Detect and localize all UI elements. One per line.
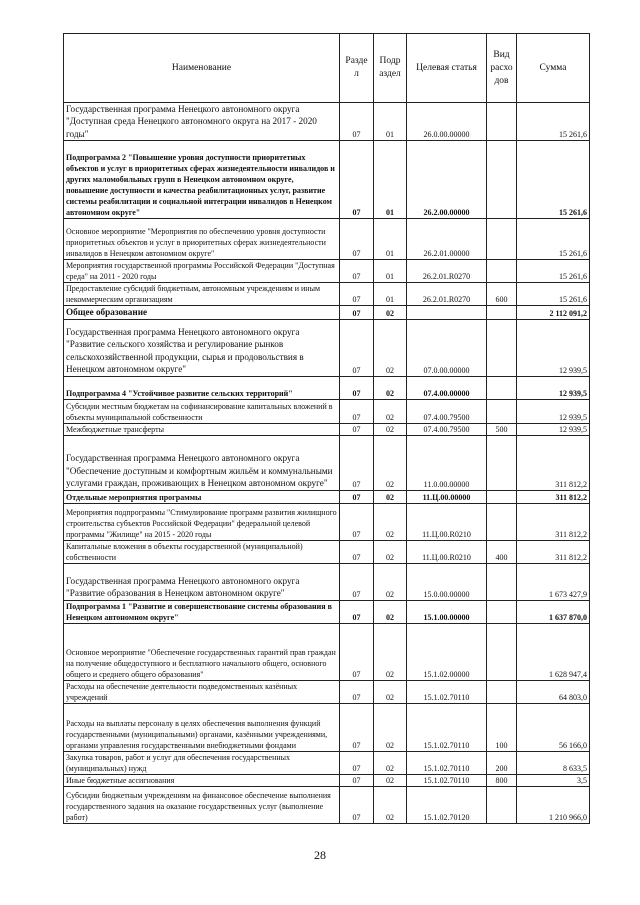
page-number: 28	[314, 848, 326, 862]
row-target-article: 15.1.02.70110	[407, 703, 487, 751]
header-expense-type: Вид расхо дов	[487, 34, 517, 103]
row-sum: 311 812,2	[517, 503, 590, 540]
row-target-article: 15.1.02.70110	[407, 751, 487, 774]
row-expense-type: 200	[487, 751, 517, 774]
row-expense-type	[487, 435, 517, 490]
header-name: Наименование	[64, 34, 340, 103]
table-row	[64, 319, 590, 376]
row-sum: 1 637 870,0	[517, 600, 590, 623]
table-row	[64, 283, 590, 306]
table-row	[64, 435, 590, 490]
row-expense-type: 100	[487, 703, 517, 751]
row-razdel: 07	[340, 376, 374, 399]
row-expense-type: 400	[487, 540, 517, 563]
row-name: Иные бюджетные ассигнования	[64, 774, 340, 786]
row-expense-type	[487, 680, 517, 703]
row-expense-type	[487, 141, 517, 219]
row-razdel: 07	[340, 680, 374, 703]
row-name: Государственная программа Ненецкого автономного округа "Обеспечение доступным и комфортным жильём и коммунальными услугами граждан, проживающих в Ненецком автономном округе"	[64, 435, 340, 490]
table-row	[64, 600, 590, 623]
row-expense-type	[487, 260, 517, 283]
row-name: Отдельные мероприятия программы	[64, 490, 340, 503]
table-row	[64, 219, 590, 260]
row-name: Основное мероприятие "Мероприятия по обеспечению уровня доступности приоритетных объектов и услуг в приоритетных сферах жизнедеятельности инвалидов в Ненецком автономном округе"	[64, 219, 340, 260]
row-name: Государственная программа Ненецкого автономного округа "Развитие образования в Ненецком автономном округе"	[64, 563, 340, 600]
table-body	[64, 103, 590, 824]
table-row	[64, 503, 590, 540]
row-target-article: 15.1.02.70110	[407, 774, 487, 786]
header-podrazdel: Подр аздел	[374, 34, 407, 103]
row-sum: 15 261,6	[517, 260, 590, 283]
row-sum: 2 112 091,2	[517, 306, 590, 319]
row-podrazdel: 02	[374, 490, 407, 503]
row-name: Государственная программа Ненецкого автономного округа "Доступная среда Ненецкого автономного округа на 2017 - 2020 годы"	[64, 103, 340, 141]
row-target-article: 15.1.02.70120	[407, 786, 487, 823]
row-podrazdel: 02	[374, 503, 407, 540]
table-row	[64, 141, 590, 219]
row-target-article	[407, 306, 487, 319]
row-target-article: 26.0.00.00000	[407, 103, 487, 141]
row-expense-type	[487, 623, 517, 680]
table-row	[64, 540, 590, 563]
row-sum: 12 939,5	[517, 376, 590, 399]
row-sum: 311 812,2	[517, 490, 590, 503]
row-sum: 3,5	[517, 774, 590, 786]
row-podrazdel: 02	[374, 563, 407, 600]
row-podrazdel: 02	[374, 399, 407, 423]
row-target-article: 26.2.01.R0270	[407, 283, 487, 306]
table-row	[64, 563, 590, 600]
row-name: Подпрограмма 4 "Устойчивое развитие сельских территорий"	[64, 376, 340, 399]
row-expense-type	[487, 103, 517, 141]
row-podrazdel: 02	[374, 680, 407, 703]
table-row	[64, 703, 590, 751]
table-row	[64, 751, 590, 774]
row-razdel: 07	[340, 786, 374, 823]
row-name: Капитальные вложения в объекты государственной (муниципальной) собственности	[64, 540, 340, 563]
row-razdel: 07	[340, 306, 374, 319]
row-razdel: 07	[340, 435, 374, 490]
row-razdel: 07	[340, 490, 374, 503]
row-sum: 1 210 966,0	[517, 786, 590, 823]
row-podrazdel: 01	[374, 283, 407, 306]
row-target-article: 15.1.02.00000	[407, 623, 487, 680]
row-name: Расходы на обеспечение деятельности подведомственных казённых учреждений	[64, 680, 340, 703]
row-expense-type	[487, 786, 517, 823]
table-row	[64, 260, 590, 283]
row-podrazdel: 02	[374, 435, 407, 490]
row-expense-type: 500	[487, 423, 517, 435]
row-sum: 311 812,2	[517, 540, 590, 563]
row-target-article: 26.2.01.R0270	[407, 260, 487, 283]
row-podrazdel: 02	[374, 423, 407, 435]
row-sum: 56 166,0	[517, 703, 590, 751]
row-podrazdel: 02	[374, 319, 407, 376]
row-expense-type	[487, 503, 517, 540]
row-podrazdel: 02	[374, 751, 407, 774]
row-sum: 15 261,6	[517, 103, 590, 141]
row-razdel: 07	[340, 703, 374, 751]
row-sum: 12 939,5	[517, 319, 590, 376]
row-target-article: 11.Ц.00.R0210	[407, 540, 487, 563]
row-sum: 12 939,5	[517, 399, 590, 423]
row-podrazdel: 01	[374, 103, 407, 141]
row-razdel: 07	[340, 141, 374, 219]
table-row	[64, 623, 590, 680]
row-sum: 12 939,5	[517, 423, 590, 435]
header-razdel: Разде л	[340, 34, 374, 103]
row-razdel: 07	[340, 423, 374, 435]
row-podrazdel: 02	[374, 376, 407, 399]
row-podrazdel: 01	[374, 260, 407, 283]
row-target-article: 07.4.00.79500	[407, 423, 487, 435]
row-razdel: 07	[340, 751, 374, 774]
row-target-article: 07.4.00.00000	[407, 376, 487, 399]
row-podrazdel: 02	[374, 703, 407, 751]
row-target-article: 15.0.00.00000	[407, 563, 487, 600]
budget-table-sheet	[63, 33, 589, 824]
row-target-article: 15.1.00.00000	[407, 600, 487, 623]
row-expense-type: 600	[487, 283, 517, 306]
row-name: Государственная программа Ненецкого автономного округа "Развитие сельского хозяйства и регулирование рынков сельскохозяйственной продукции, сырья и продовольствия в Ненецком автономном округе"	[64, 319, 340, 376]
row-razdel: 07	[340, 103, 374, 141]
row-name: Предоставление субсидий бюджетным, автономным учреждениям и иным некоммерческим организациям	[64, 283, 340, 306]
row-razdel: 07	[340, 774, 374, 786]
row-razdel: 07	[340, 563, 374, 600]
row-razdel: 07	[340, 260, 374, 283]
row-target-article: 26.2.01.00000	[407, 219, 487, 260]
row-podrazdel: 02	[374, 774, 407, 786]
row-name: Общее образование	[64, 306, 340, 319]
row-expense-type	[487, 306, 517, 319]
row-podrazdel: 02	[374, 306, 407, 319]
row-sum: 15 261,6	[517, 141, 590, 219]
row-name: Межбюджетные трансферты	[64, 423, 340, 435]
row-sum: 1 673 427,9	[517, 563, 590, 600]
table-row	[64, 376, 590, 399]
row-target-article: 11.Ц.00.R0210	[407, 503, 487, 540]
row-razdel: 07	[340, 540, 374, 563]
row-razdel: 07	[340, 623, 374, 680]
row-podrazdel: 02	[374, 540, 407, 563]
row-name: Основное мероприятие "Обеспечение государственных гарантий прав граждан на получение общедоступного и бесплатного начального общего, основного общего и среднего общего образования"	[64, 623, 340, 680]
row-sum: 311 812,2	[517, 435, 590, 490]
row-razdel: 07	[340, 399, 374, 423]
row-target-article: 07.4.00.79500	[407, 399, 487, 423]
row-name: Субсидии бюджетным учреждениям на финансовое обеспечение выполнения государственного задания на оказание государственных услуг (выполнение работ)	[64, 786, 340, 823]
row-expense-type	[487, 319, 517, 376]
row-razdel: 07	[340, 600, 374, 623]
row-name: Подпрограмма 1 "Развитие и совершенствование системы образования в Ненецком автономном округе"	[64, 600, 340, 623]
row-target-article: 26.2.00.00000	[407, 141, 487, 219]
row-expense-type	[487, 399, 517, 423]
row-name: Подпрограмма 2 "Повышение уровня доступности приоритетных объектов и услуг в приоритетных сферах жизнедеятельности инвалидов и других маломобильных групп в Ненецком автономном округе, повышение доступности и качества реабилитационных услуг, развитие системы реабилитации и социальной интеграции инвалидов в Ненецком автономном округе"	[64, 141, 340, 219]
row-razdel: 07	[340, 503, 374, 540]
row-razdel: 07	[340, 219, 374, 260]
table-row	[64, 680, 590, 703]
row-expense-type	[487, 219, 517, 260]
table-header-row	[64, 34, 590, 103]
table-row	[64, 490, 590, 503]
row-sum: 15 261,6	[517, 219, 590, 260]
row-podrazdel: 02	[374, 786, 407, 823]
row-podrazdel: 02	[374, 623, 407, 680]
table-row	[64, 423, 590, 435]
row-podrazdel: 01	[374, 141, 407, 219]
row-expense-type	[487, 376, 517, 399]
header-sum: Сумма	[517, 34, 590, 103]
table-row	[64, 306, 590, 319]
row-name: Закупка товаров, работ и услуг для обеспечения государственных (муниципальных) нужд	[64, 751, 340, 774]
row-sum: 1 628 947,4	[517, 623, 590, 680]
row-target-article: 15.1.02.70110	[407, 680, 487, 703]
row-sum: 15 261,6	[517, 283, 590, 306]
table-row	[64, 399, 590, 423]
row-target-article: 11.Ц.00.00000	[407, 490, 487, 503]
row-target-article: 07.0.00.00000	[407, 319, 487, 376]
row-name: Расходы на выплаты персоналу в целях обеспечения выполнения функций государственными (муниципальными) органами, казёнными учреждениями, органами управления государственными внебюджетными фондами	[64, 703, 340, 751]
row-expense-type	[487, 600, 517, 623]
row-podrazdel: 01	[374, 219, 407, 260]
row-razdel: 07	[340, 319, 374, 376]
row-name: Субсидии местным бюджетам на софинансирование капитальных вложений в объекты муниципальной собственности	[64, 399, 340, 423]
budget-table	[63, 33, 590, 824]
row-razdel: 07	[340, 283, 374, 306]
row-target-article: 11.0.00.00000	[407, 435, 487, 490]
table-row	[64, 786, 590, 823]
table-row	[64, 103, 590, 141]
row-sum: 8 633,5	[517, 751, 590, 774]
row-name: Мероприятия подпрограммы "Стимулирование программ развития жилищного строительства субъектов Российской Федерации" федеральной целевой программы "Жилище" на 2015 - 2020 годы	[64, 503, 340, 540]
table-row	[64, 774, 590, 786]
row-name: Мероприятия государственной программы Российской Федерации "Доступная среда" на 2011 - 2020 годы	[64, 260, 340, 283]
row-expense-type	[487, 563, 517, 600]
row-expense-type: 800	[487, 774, 517, 786]
row-expense-type	[487, 490, 517, 503]
row-sum: 64 803,0	[517, 680, 590, 703]
row-podrazdel: 02	[374, 600, 407, 623]
header-target-article: Целевая статья	[407, 34, 487, 103]
